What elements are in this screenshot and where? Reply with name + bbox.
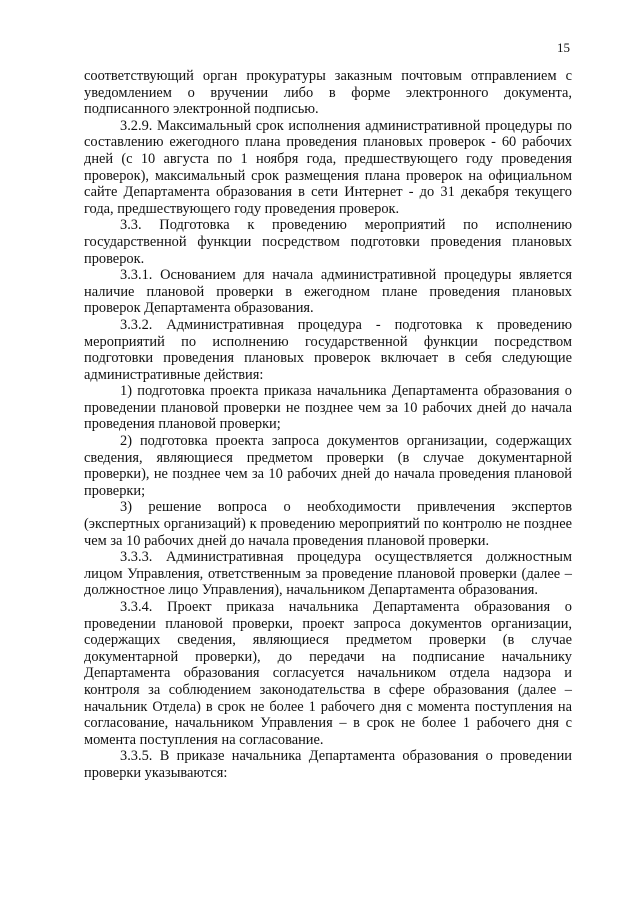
document-body	[84, 68, 572, 782]
paragraph-continuation: соответствующий орган прокуратуры заказным почтовым отправлением с уведомлением о вручении либо в форме электронного документа, подписанного электронной подписью.	[84, 68, 572, 118]
page-number: 15	[557, 40, 570, 55]
paragraph-3-3-1: 3.3.1. Основанием для начала административной процедуры является наличие плановой проверки в ежегодном плане проведения плановых проверок Департамента образования.	[84, 267, 572, 317]
paragraph-3-3-4: 3.3.4. Проект приказа начальника Департамента образования о проведении плановой проверки, проект запроса документов организации, содержащих сведения, являющиеся предметом проверки (в случае документарной проверки), до передачи на подписание начальнику Департамента образования согласуется начальником отдела надзора и контроля за соблюдением законодательства в сфере образования (далее – начальник Отдела) в срок не более 1 рабочего дня с момента поступления на согласование, начальником Управления – в срок не более 1 рабочего дня с момента поступления на согласование.	[84, 599, 572, 748]
list-item-2: 2) подготовка проекта запроса документов организации, содержащих сведения, являющиеся предметом проверки (в случае документарной проверки), не позднее чем за 10 рабочих дней до начала проведения плановой проверки;	[84, 433, 572, 499]
paragraph-3-2-9: 3.2.9. Максимальный срок исполнения административной процедуры по составлению ежегодного плана проведения плановых проверок - 60 рабочих дней (с 10 августа по 1 ноября года, предшествующего году проведения проверок), максимальный срок размещения плана проверок на официальном сайте Департамента образования в сети Интернет - до 31 декабря текущего года, предшествующего году проведения проверок.	[84, 117, 572, 217]
list-item-3: 3) решение вопроса о необходимости привлечения экспертов (экспертных организаций) к проведению мероприятий по контролю не позднее чем за 10 рабочих дней до начала проведения плановой проверки.	[84, 499, 572, 549]
paragraph-3-3-3: 3.3.3. Административная процедура осуществляется должностным лицом Управления, ответственным за проведение плановой проверки (далее – должностное лицо Управления), начальником Департамента образования.	[84, 549, 572, 599]
paragraph-3-3-2: 3.3.2. Административная процедура - подготовка к проведению мероприятий по исполнению государственной функции посредством подготовки проведения плановых проверок включает в себя следующие административные действия:	[84, 316, 572, 383]
paragraph-3-3: 3.3. Подготовка к проведению мероприятий по исполнению государственной функции посредством подготовки проведения плановых проверок.	[84, 217, 572, 267]
list-item-1: 1) подготовка проекта приказа начальника Департамента образования о проведении плановой проверки не позднее чем за 10 рабочих дней до начала проведения плановой проверки;	[84, 383, 572, 433]
paragraph-3-3-5: 3.3.5. В приказе начальника Департамента образования о проведении проверки указываются:	[84, 748, 572, 781]
